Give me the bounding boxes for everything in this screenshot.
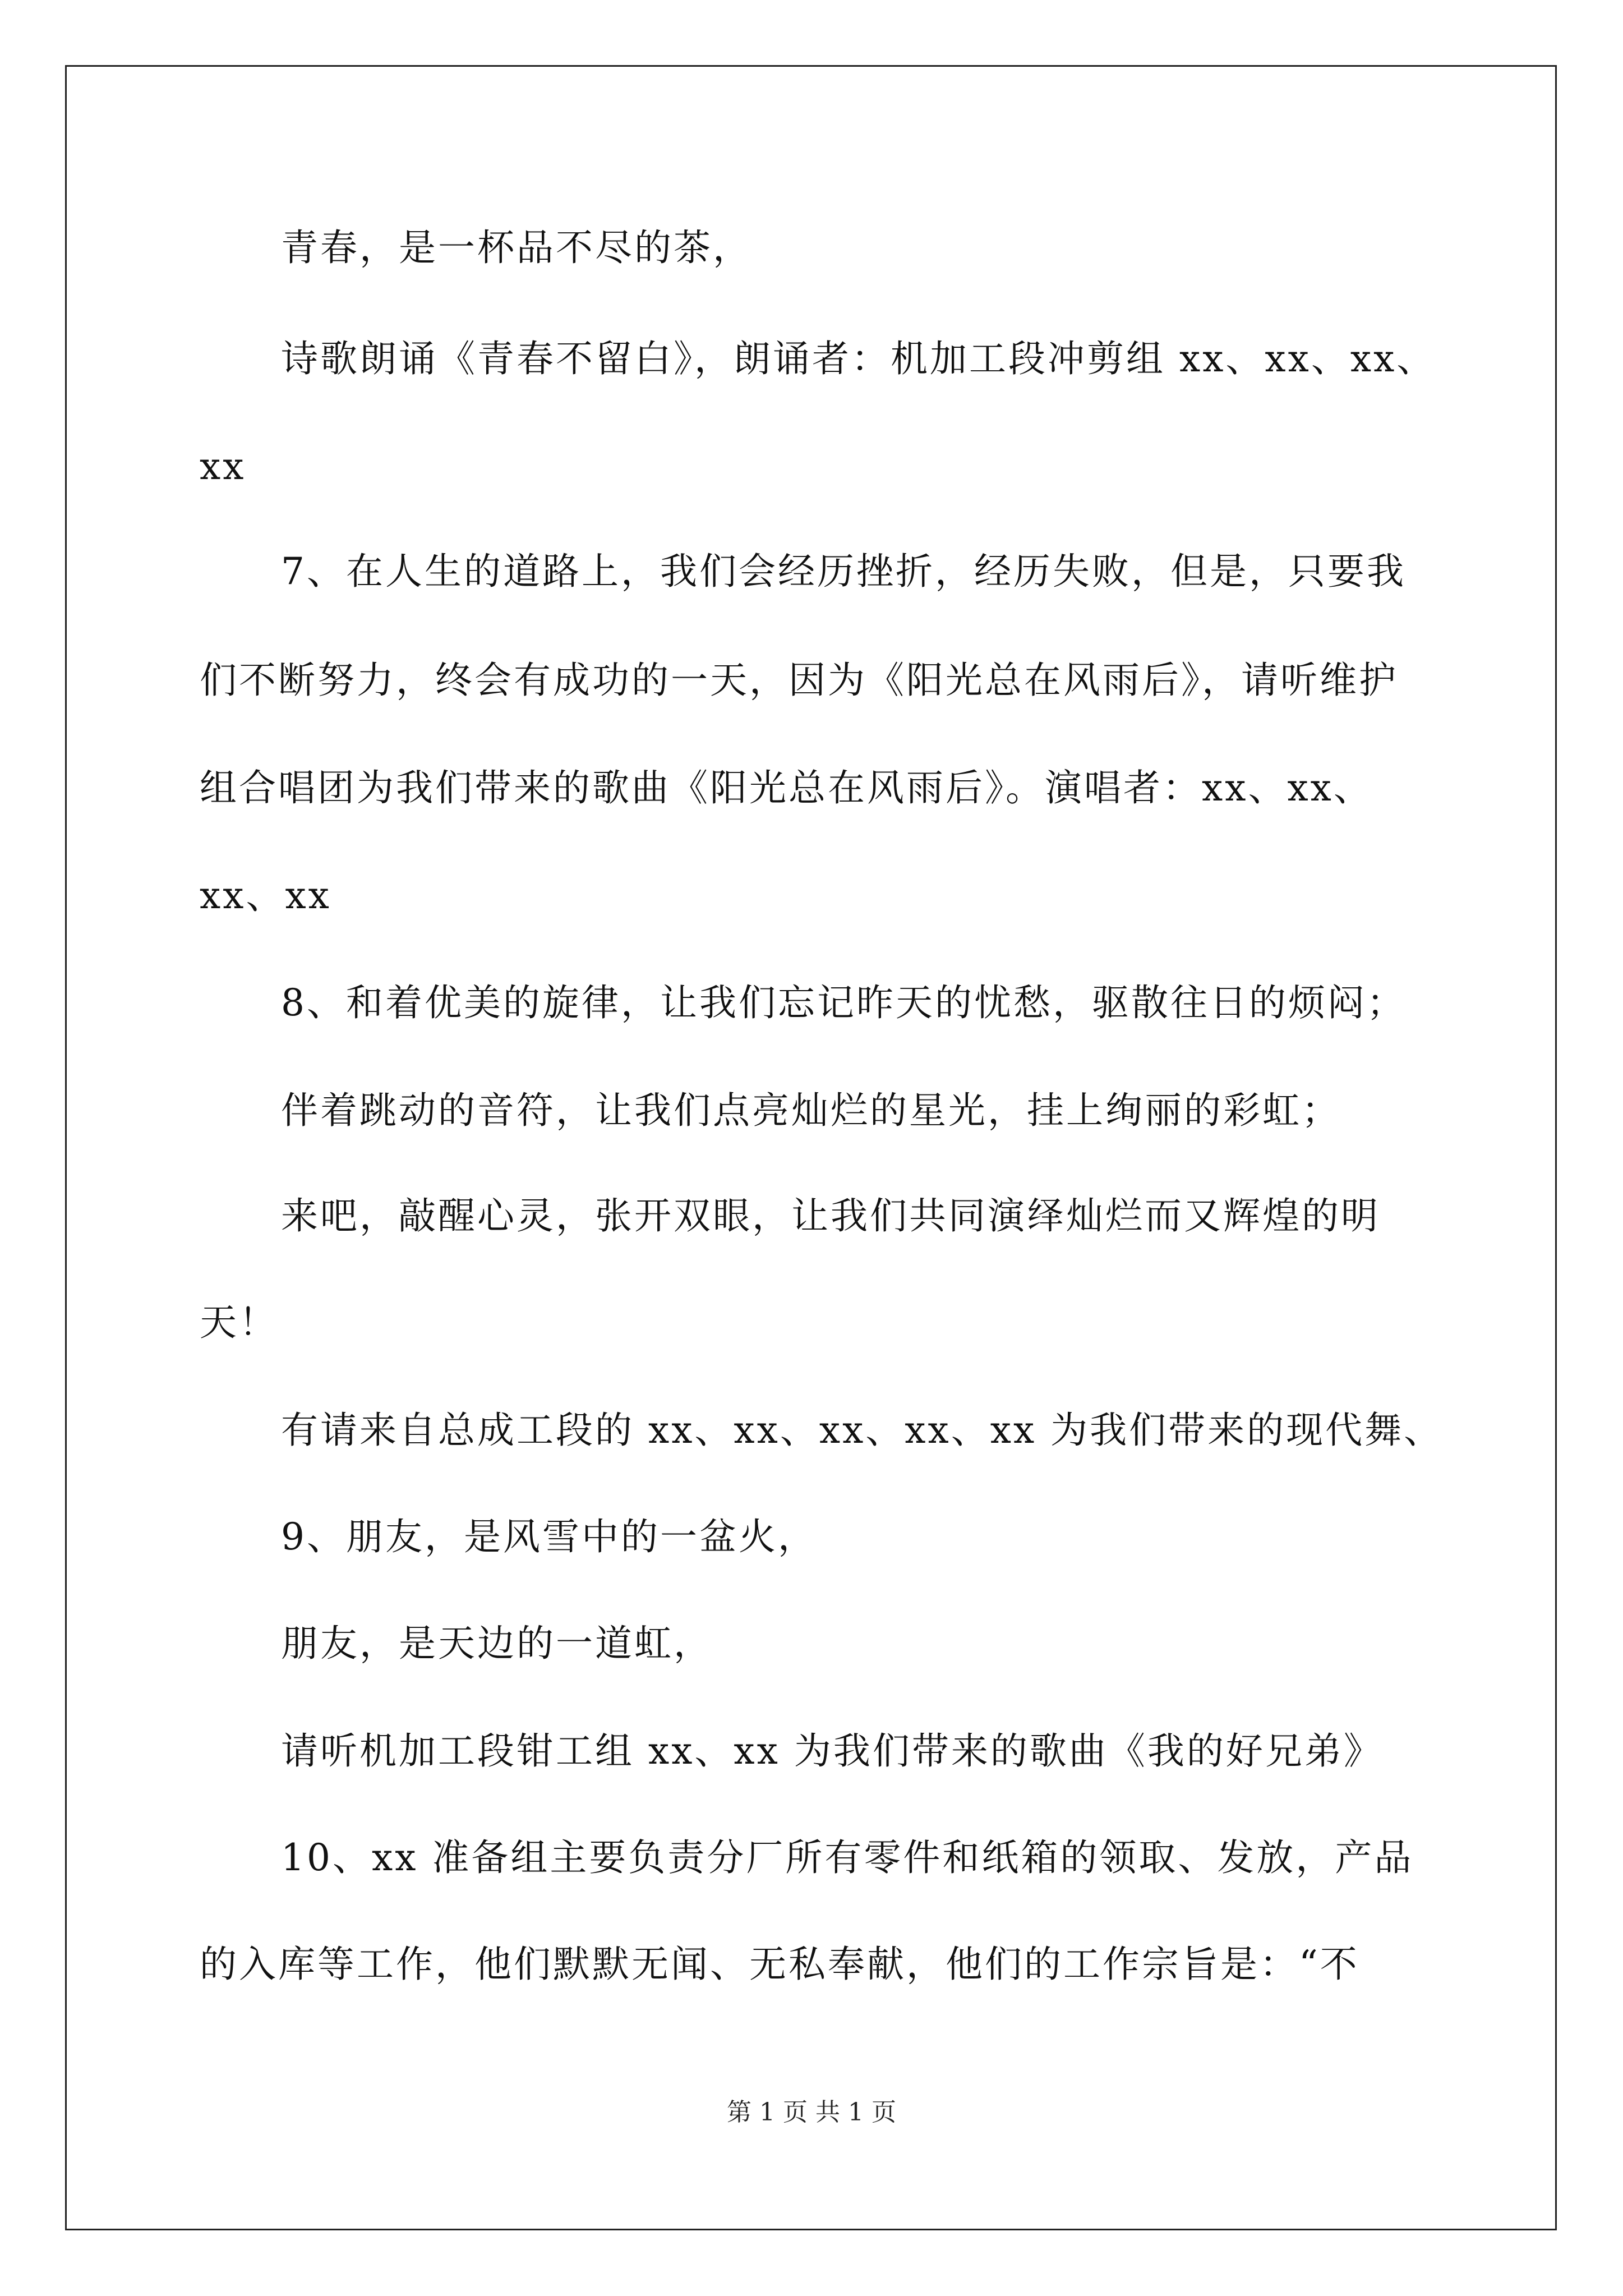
text-line: 有请来自总成工段的 xx、xx、xx、xx、xx 为我们带来的现代舞、: [281, 1409, 1444, 1452]
text-line: 朋友，是天边的一道虹，: [281, 1622, 713, 1665]
page-border: [65, 65, 1557, 2230]
text-line: 伴着跳动的音符，让我们点亮灿烂的星光，挂上绚丽的彩虹；: [281, 1089, 1341, 1132]
text-line: 9、朋友，是风雪中的一盆火，: [281, 1515, 817, 1558]
text-line: 组合唱团为我们带来的歌曲《阳光总在风雨后》。演唱者：xx、xx、: [200, 766, 1373, 809]
text-line: 们不断努力，终会有成功的一天，因为《阳光总在风雨后》，请听维护: [200, 659, 1398, 702]
text-line: 天！: [200, 1301, 278, 1344]
text-line: 请听机加工段钳工组 xx、xx 为我们带来的歌曲《我的好兄弟》: [281, 1729, 1383, 1773]
text-line: 青春，是一杯品不尽的茶，: [281, 226, 752, 269]
text-line: xx、xx: [200, 874, 331, 917]
text-line: 来吧，敲醒心灵，张开双眼，让我们共同演绎灿烂而又辉煌的明: [281, 1194, 1380, 1237]
text-line: 8、和着优美的旋律，让我们忘记昨天的忧愁，驱散往日的烦闷；: [281, 981, 1406, 1024]
text-line: 诗歌朗诵《青春不留白》，朗诵者：机加工段冲剪组 xx、xx、xx、: [281, 337, 1436, 380]
text-line: 的入库等工作，他们默默无闻、无私奉献，他们的工作宗旨是：“不: [200, 1943, 1359, 1986]
text-line: 10、xx 准备组主要负责分厂所有零件和纸箱的领取、发放，产品: [281, 1836, 1414, 1879]
text-line: xx: [200, 445, 246, 488]
text-line: 7、在人生的道路上，我们会经历挫折，经历失败，但是，只要我: [281, 550, 1406, 593]
page-footer: 第 1 页 共 1 页: [727, 2098, 896, 2127]
